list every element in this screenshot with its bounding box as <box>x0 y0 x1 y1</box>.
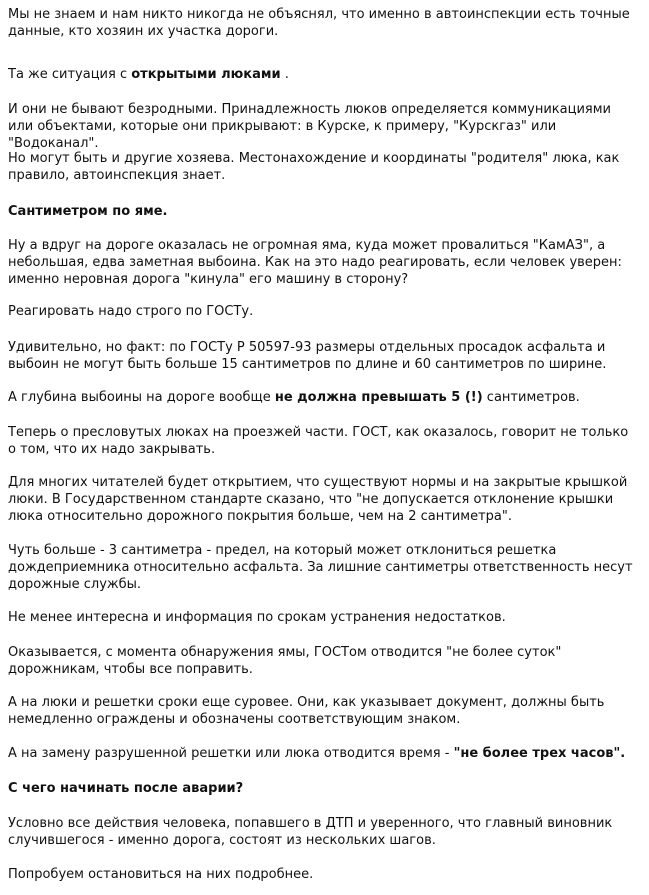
depth-tail-text: сантиметров. <box>482 390 580 405</box>
paragraph-steps: Условно все действия человека, попавшего в ДТП и уверенного, что главный виновник случившегося - именно дорога, состоят из нескольких шагов. <box>8 816 613 848</box>
paragraph-replace <box>8 745 638 762</box>
paragraph-terms: Не менее интересна и информация по срокам устранения недостатков. <box>8 610 506 625</box>
section-heading-pothole <box>8 203 638 220</box>
section-heading-after-accident <box>8 780 638 797</box>
hatches-lead-text: Та же ситуация с <box>8 67 132 82</box>
paragraph-hatch-gost: Теперь о пресловутых люках на проезжей части. ГОСТ, как оказалось, говорит не только о том, что их надо закрывать. <box>8 425 629 457</box>
depth-lead-text: А глубина выбоины на дороге вообще <box>8 390 275 405</box>
paragraph-other-owners: Но могут быть и другие хозяева. Местонахождение и координаты "родителя" люка, как правило, автоинспекция знает. <box>8 151 620 183</box>
paragraph-pothole: Ну а вдруг на дороге оказалась не огромная яма, куда может провалиться "КамАЗ", а небольшая, едва заметная выбоина. Как на это надо реагировать, если человек уверен: именно неровная дорога "кинула" его машину в сторону? <box>8 238 622 287</box>
hatches-bold-text: открытыми люками <box>131 67 281 82</box>
paragraph-fence: А на люки и решетки сроки еще суровее. Они, как указывает документ, должны быть немедленно ограждены и обозначены соответствующим знаком. <box>8 695 605 727</box>
paragraph-norms: Для многих читателей будет открытием, что существуют нормы и на закрытые крышкой люки. В Государственном стандарте сказано, что "не допускается отклонение крышки люка относительно дорожного покрытия больше, чем на 2 сантиметра". <box>8 475 628 524</box>
replace-bold-text: "не более трех часов". <box>453 746 626 761</box>
paragraph-grate: Чуть больше - 3 сантиметра - предел, на который может отклониться решетка дождеприемника относительно асфальта. За лишние сантиметры ответственность несут дорожные службы. <box>8 543 633 592</box>
paragraph-gost: Реагировать надо строго по ГОСТу. <box>8 304 254 319</box>
paragraph-one-day: Оказывается, с момента обнаружения ямы, ГОСТом отводится "не более суток" дорожникам, чтобы все поправить. <box>8 645 562 677</box>
paragraph-detail: Попробуем остановиться на них подробнее. <box>8 867 314 882</box>
replace-lead-text: А на замену разрушенной решетки или люка отводится время - <box>8 746 454 761</box>
paragraph-open-hatches <box>8 66 638 83</box>
paragraph-hatch-owners: И они не бывают безродными. Принадлежность люков определяется коммуникациями или объектами, которые они прикрывают: в Курске, к примеру, "Курскгаз" или "Водоканал". <box>8 102 611 151</box>
heading-pothole-text: Сантиметром по яме. <box>8 204 168 219</box>
paragraph-depth <box>8 389 638 406</box>
heading-after-text: С чего начинать после аварии? <box>8 781 244 796</box>
hatches-tail-text: . <box>280 67 289 82</box>
paragraph-intro: Мы не знаем и нам никто никогда не объяснял, что именно в автоинспекции есть точные данные, кто хозяин их участка дороги. <box>8 7 630 39</box>
depth-bold-text: не должна превышать 5 (!) <box>274 390 483 405</box>
paragraph-fact: Удивительно, но факт: по ГОСТу Р 50597-93 размеры отдельных просадок асфальта и выбоин не могут быть больше 15 сантиметров по длине и 60 сантиметров по ширине. <box>8 340 607 372</box>
